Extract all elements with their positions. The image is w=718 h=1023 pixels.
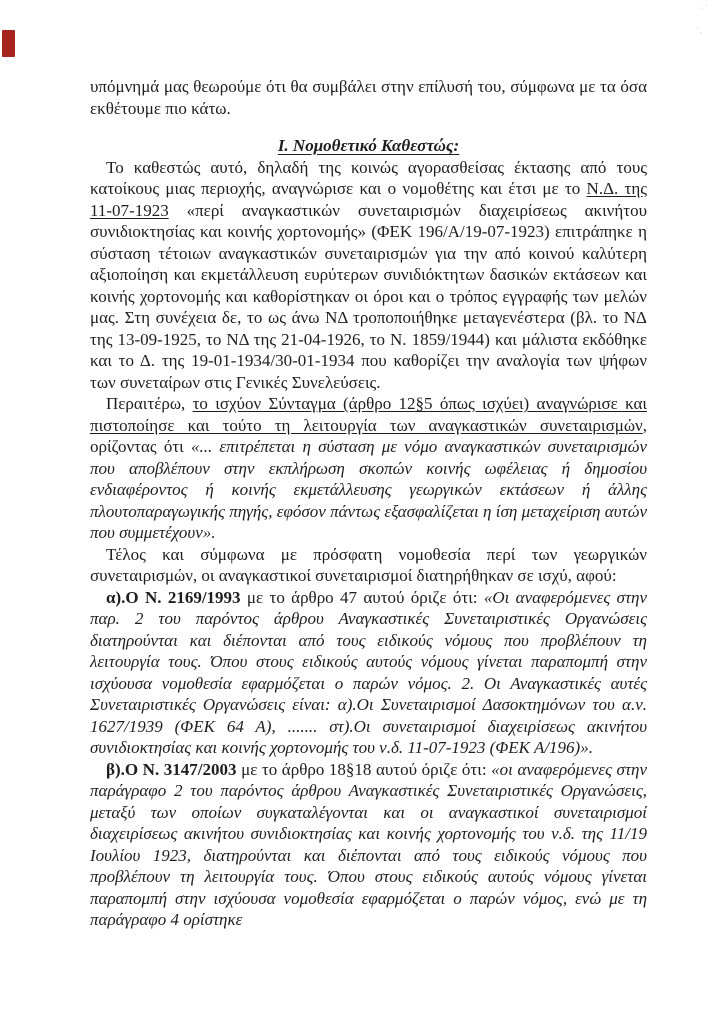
paragraph-segment-normal: Τέλος και σύμφωνα με πρόσφατη νομοθεσία περί των γεωργικών συνεταιρισμών, οι αναγκαστικοί συνεταιρισμοί διατηρήθηκαν σε ισχύ, αφού: — [90, 544, 647, 585]
red-edge-mark — [2, 30, 15, 57]
paragraph-segment-normal: , ορίζοντας ότι — [90, 415, 647, 456]
paragraph-segment-italic: «οι αναφερόμενες στην παράγραφο 2 του παρόντος άρθρου Αναγκαστικές Συνεταιριστικές Οργανώσεις, μεταξύ των οποίων συγκαταλέγονται και οι αναγκαστικοί συνεταιρισμοί διαχειρίσεως ακινήτου συνιδιοκτησίας και κοινής χορτονομής του ν.δ. της 11/19 Ιουλίου 1923, διατηρούνται και διέπονται από τους ειδικούς νόμους που προβλέπουν τη λειτουργία τους. Όπου στους ειδικούς αυτούς νόμους γίνεται παραπομπή στην ισχύουσα νομοθεσία εφαρμόζεται ο παρών νόμος, ενώ με τη παράγραφο 4 ορίστηκε — [90, 759, 648, 929]
section-heading — [90, 135, 647, 157]
section-heading-text: Ι. Νομοθετικό Καθεστώς: — [277, 136, 460, 155]
paragraph-segment-normal: «περί αναγκαστικών συνεταιρισμών διαχειρίσεως ακινήτου συνιδιοκτησίας και κοινής χορτονομής» (ΦΕΚ 196/Α/19-07-1923) επιτράπηκε η σύσταση τέτοιων αναγκαστικών συνεταιρισμών για την από κοινού καλύτερη αξιοποίηση και εκμετάλλευση ευρύτερων συνιδιόκτητων δασικών εκτάσεων και κοινής χορτονομής και καθορίστηκαν οι όροι και ο τρόπος εγγραφής των μελών μας. Στη συνέχεια δε, το ως άνω ΝΔ τροποποιήθηκε μεταγενέστερα (βλ. το ΝΔ της 13-09-1925, το ΝΔ της 21-04-1926, το Ν. 1859/1944) και μάλιστα εκδόθηκε και το Δ. της 19-01-1934/30-01-1934 που καθορίζει την αναλογία των ψήφων των συνεταίρων στις Γενικές Συνελεύσεις. — [90, 200, 647, 392]
paragraph — [90, 157, 647, 394]
paragraph — [90, 759, 647, 931]
paragraph-segment-normal: με το άρθρο 18§18 αυτού όριζε ότι: — [236, 759, 492, 779]
intro-paragraph: υπόμνημά μας θεωρούμε ότι θα συμβάλει στην επίλυσή του, σύμφωνα με τα όσα εκθέτουμε πιο κάτω. — [90, 77, 647, 118]
pencil-smudge-mark: ·˙ — [698, 3, 710, 16]
paragraph-segment-bold: β).Ο Ν. 3147/2003 — [106, 759, 237, 779]
paragraph-segment-normal: Περαιτέρω, — [106, 394, 193, 413]
paragraph-segment-bold: α).Ο Ν. 2169/1993 — [106, 587, 241, 607]
paragraph-segment-italic: «... επιτρέπεται η σύσταση με νόμο αναγκαστικών συνεταιρισμών που αποβλέπουν στην εκπλήρωση σκοπών κοινής ωφέλειας ή δημοσίου ενδιαφέροντος ή κοινής εκμετάλλευσης γεωργικών εκτάσεων ή άλλης πλουτοπαραγωγικής πηγής, εφόσον πάντως εξασφαλίζεται η ίση μεταχείριση αυτών που συμμετέχουν». — [90, 437, 647, 542]
paragraph — [90, 393, 647, 544]
paragraph-segment-underline: το ισχύον Σύνταγμα (άρθρο 12§5 όπως ισχύει) αναγνώρισε και πιστοποίησε και τούτο τη λειτουργία των αναγκαστικών συνεταιρισμών — [90, 394, 647, 435]
paragraph-segment-normal: Το καθεστώς αυτό, δηλαδή της κοινώς αγορασθείσας έκτασης από τους κατοίκους μιας περιοχής, αναγνώρισε και ο νομοθέτης και έτσι με το — [90, 157, 647, 198]
paragraph — [90, 587, 647, 759]
paragraph — [90, 544, 647, 587]
paragraph-segment-italic: «Οι αναφερόμενες στην παρ. 2 του παρόντος άρθρου Αναγκαστικές Συνεταιριστικές Οργανώσεις διατηρούνται και διέπονται από τους ειδικούς νόμους που προβλέπουν τη λειτουργία τους. Όπου στους ειδικούς αυτούς νόμους γίνεται παραπομπή στην ισχύουσα νομοθεσία εφαρμόζεται ο παρών νόμος. 2. Οι Αναγκαστικές αυτές Συνεταιριστικές Οργανώσεις είναι: α).Οι Συνεταιρισμοί Δασοκτημόνων του α.ν. 1627/1939 (ΦΕΚ 64 Α), ....... στ).Οι συνεταιρισμοί διαχειρίσεως ακινήτου συνιδιοκτησίας και κοινής χορτονομής του ν.δ. 11-07-1923 (ΦΕΚ Α/196)». — [90, 587, 648, 757]
paragraph-segment-underline: Ν.Δ. της 11-07-1923 — [90, 179, 647, 220]
pencil-smudge-mark: ˙· — [692, 27, 704, 40]
paragraphs-container — [90, 157, 647, 931]
document-body — [90, 76, 647, 931]
paragraph-segment-normal: με το άρθρο 47 αυτού όριζε ότι: — [240, 587, 484, 607]
